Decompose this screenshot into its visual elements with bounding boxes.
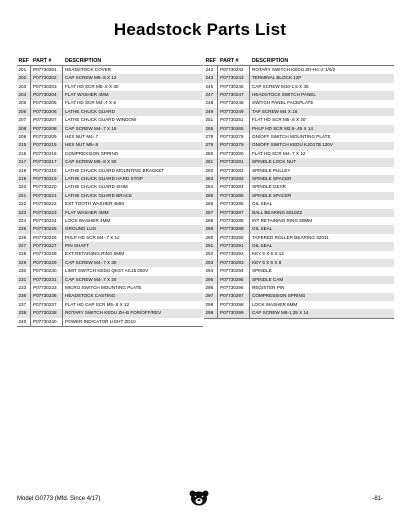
part-number-cell: P07730202: [31, 74, 63, 82]
description-cell: HEX NUT M4-.7: [65, 134, 99, 140]
header-part: PART #: [220, 57, 239, 64]
part-number-cell: P07730207: [31, 116, 63, 124]
part-number-cell: P07730209: [31, 133, 63, 141]
ref-cell: 229: [17, 259, 31, 267]
description-cell: ON/OFF SWITCH MOUNTING PLATE: [252, 134, 331, 140]
ref-cell: 287: [204, 209, 218, 217]
header-ref: REF: [205, 57, 217, 64]
ref-cell: 297: [204, 293, 218, 301]
part-number-cell: P07730208: [31, 125, 63, 133]
ref-cell: 249: [204, 108, 218, 116]
table-row: [204, 125, 394, 133]
part-number-cell: P07730228: [31, 251, 63, 259]
table-header: [17, 56, 203, 65]
part-number-cell: P07730285: [218, 192, 250, 200]
part-number-cell: P07730289: [218, 225, 250, 233]
description-cell: INT RETAINING RING 80MM: [252, 217, 313, 223]
description-cell: MICRO SWITCH MOUNTING PLATE: [65, 285, 142, 291]
ref-cell: 237: [17, 301, 31, 309]
ref-cell: 238: [17, 309, 31, 317]
parts-table-right: [204, 56, 394, 319]
part-number-cell: P07730283: [218, 175, 250, 183]
part-number-cell: P07730278: [218, 133, 250, 141]
ref-cell: 231: [17, 276, 31, 284]
description-cell: SPINDLE SPACER: [252, 175, 292, 181]
table-row: [17, 301, 203, 309]
table-row: [204, 142, 394, 150]
table-row: [204, 74, 394, 82]
description-cell: CAP SCREW M8-1.25 X 14: [252, 310, 309, 316]
part-number-cell: P07730281: [218, 158, 250, 166]
part-number-cell: P07730280: [218, 150, 250, 158]
part-number-cell: P07730215: [31, 142, 63, 150]
description-cell: CAP SCREW M4-.7 X 16: [65, 125, 117, 131]
description-cell: SPINDLE SPACER: [252, 192, 292, 198]
ref-cell: 278: [204, 133, 218, 141]
part-number-cell: P07730299: [218, 309, 250, 317]
part-number-cell: P07730297: [218, 293, 250, 301]
part-number-cell: P07730240: [31, 318, 63, 326]
ref-cell: 223: [17, 209, 31, 217]
table-row: [204, 242, 394, 250]
table-row: [17, 251, 203, 259]
part-number-cell: P07730288: [218, 217, 250, 225]
table-row: [204, 175, 394, 183]
part-number-cell: P07730247: [218, 91, 250, 99]
header-part: PART #: [33, 57, 52, 64]
ref-cell: 209: [17, 133, 31, 141]
description-cell: FLAT HD SCR M4-.7 X 8: [65, 100, 116, 106]
ref-cell: 248: [204, 100, 218, 108]
parts-table-left: [17, 56, 203, 327]
ref-cell: 222: [17, 200, 31, 208]
ref-cell: 298: [204, 301, 218, 309]
part-number-cell: P07730203: [31, 83, 63, 91]
table-row: [204, 158, 394, 166]
ref-cell: 206: [17, 108, 31, 116]
part-number-cell: P07730242: [218, 66, 250, 74]
description-cell: LATHE CHUCK GUARD HARD STOP: [65, 175, 143, 181]
description-cell: REGISTER PIN: [252, 285, 285, 291]
footer-model: Model G0773 (Mfd. Since 4/17): [17, 496, 101, 502]
table-header: [204, 56, 394, 65]
ref-cell: 208: [17, 125, 31, 133]
ref-cell: 243: [204, 74, 218, 82]
table-row: [17, 209, 203, 217]
ref-cell: 265: [204, 125, 218, 133]
table-row: [204, 108, 394, 116]
part-number-cell: P07730229: [31, 259, 63, 267]
table-row: [17, 100, 203, 108]
ref-cell: 291: [204, 242, 218, 250]
description-cell: TERMINAL BLOCK 12P: [252, 75, 302, 81]
ref-cell: 215: [17, 142, 31, 150]
ref-cell: 227: [17, 242, 31, 250]
description-cell: SPINDLE GEAR: [252, 184, 286, 190]
table-row: [204, 183, 394, 191]
description-cell: OIL SEAL: [252, 201, 273, 207]
description-cell: LATHE CHUCK GUARD: [65, 108, 115, 114]
table-row: [17, 66, 203, 74]
ref-cell: 282: [204, 167, 218, 175]
header-ref: REF: [18, 57, 30, 64]
description-cell: BALL BEARING 6010ZZ: [252, 209, 303, 215]
description-cell: FLAT WASHER 4MM: [65, 92, 109, 98]
description-cell: TAPERED ROLLER BEARING 32011: [252, 234, 329, 240]
ref-cell: 221: [17, 192, 31, 200]
table-row: [17, 167, 203, 175]
description-cell: HEADSTOCK SWITCH PANEL: [252, 92, 316, 98]
description-cell: CAP SCREW M4-.7 X 30: [65, 259, 117, 265]
table-row: [17, 91, 203, 99]
description-cell: PHLP HD SCR M4-.7 X 12: [65, 234, 120, 240]
ref-cell: 299: [204, 309, 218, 317]
description-cell: CAP SCREW M10-1.5 X 35: [252, 83, 309, 89]
ref-cell: 228: [17, 251, 31, 259]
table-row: [17, 225, 203, 233]
ref-cell: 202: [17, 74, 31, 82]
table-row: [17, 276, 203, 284]
part-number-cell: P07730238: [31, 309, 63, 317]
description-cell: CAP SCREW M5-.8 X 50: [65, 159, 117, 165]
table-row: [17, 175, 203, 183]
part-number-cell: P07730237: [31, 301, 63, 309]
table-row: [204, 200, 394, 208]
table-row: [17, 318, 203, 326]
part-number-cell: P07730206: [31, 108, 63, 116]
ref-cell: 201: [17, 66, 31, 74]
part-number-cell: P07730226: [31, 234, 63, 242]
description-cell: FLAT HD SCR M5-.8 X 20: [252, 117, 306, 123]
table-row: [17, 284, 203, 292]
table-row: [17, 108, 203, 116]
table-row: [204, 100, 394, 108]
description-cell: KEY 6 X 6 X 8: [252, 259, 282, 265]
part-number-cell: P07730223: [31, 209, 63, 217]
description-cell: POWER INDICATOR LIGHT ZD10: [65, 318, 136, 324]
table-row: [17, 158, 203, 166]
ref-cell: 283: [204, 175, 218, 183]
table-row: [204, 301, 394, 309]
part-number-cell: P07730221: [31, 192, 63, 200]
ref-cell: 217: [17, 158, 31, 166]
part-number-cell: P07730290: [218, 234, 250, 242]
ref-cell: 240: [17, 318, 31, 326]
part-number-cell: P07730218: [31, 167, 63, 175]
table-row: [17, 293, 203, 301]
part-number-cell: P07730224: [31, 217, 63, 225]
ref-cell: 224: [17, 217, 31, 225]
ref-cell: 242: [204, 66, 218, 74]
table-row: [204, 284, 394, 292]
ref-cell: 216: [17, 150, 31, 158]
description-cell: LIMIT SWITCH KEDU QKS7 AC15 250V: [65, 268, 149, 274]
part-number-cell: P07730291: [218, 242, 250, 250]
description-cell: SPINDLE: [252, 268, 272, 274]
part-number-cell: P07730201: [31, 66, 63, 74]
ref-cell: 207: [17, 116, 31, 124]
table-row: [204, 276, 394, 284]
part-number-cell: P07730227: [31, 242, 63, 250]
table-row: [204, 251, 394, 259]
part-number-cell: P07730282: [218, 167, 250, 175]
table-row: [204, 83, 394, 91]
table-row: [204, 167, 394, 175]
page-number: -81-: [372, 496, 383, 502]
table-body-left: [17, 65, 203, 327]
table-row: [204, 259, 394, 267]
part-number-cell: P07730292: [218, 251, 250, 259]
part-number-cell: P07730296: [218, 284, 250, 292]
table-row: [17, 234, 203, 242]
ref-cell: 233: [17, 284, 31, 292]
table-row: [17, 217, 203, 225]
description-cell: HEADSTOCK CASTING: [65, 293, 116, 299]
description-cell: LATHE CHUCK GUARD WINDOW: [65, 117, 137, 123]
description-cell: ON/OFF SWITCH KEDU KJD17B 120V: [252, 142, 333, 148]
ref-cell: 225: [17, 225, 31, 233]
part-number-cell: P07730279: [218, 142, 250, 150]
part-number-cell: P07730265: [218, 125, 250, 133]
table-row: [17, 183, 203, 191]
description-cell: PHLP HD SCR M2.5-.45 X 14: [252, 125, 313, 131]
description-cell: COMPRESSION SPRING: [252, 293, 306, 299]
part-number-cell: P07730243: [218, 74, 250, 82]
description-cell: EXT RETAINING RING 8MM: [65, 251, 125, 257]
description-cell: FLAT HD SCR M4-.7 X 12: [252, 150, 306, 156]
table-row: [204, 234, 394, 242]
ref-cell: 204: [17, 91, 31, 99]
description-cell: SPINDLE LOCK NUT: [252, 159, 297, 165]
part-number-cell: P07730248: [218, 100, 250, 108]
description-cell: FLAT WASHER 4MM: [65, 209, 109, 215]
ref-cell: 292: [204, 251, 218, 259]
part-number-cell: P07730293: [218, 259, 250, 267]
part-number-cell: P07730286: [218, 200, 250, 208]
ref-cell: 251: [204, 116, 218, 124]
ref-cell: 288: [204, 217, 218, 225]
ref-cell: 293: [204, 259, 218, 267]
ref-cell: 219: [17, 175, 31, 183]
ref-cell: 281: [204, 158, 218, 166]
table-body-right: [204, 65, 394, 319]
description-cell: HEADSTOCK COVER: [65, 66, 112, 72]
part-number-cell: P07730217: [31, 158, 63, 166]
part-number-cell: P07730295: [218, 276, 250, 284]
bear-head-logo-icon: [188, 490, 210, 506]
ref-cell: 236: [17, 293, 31, 301]
part-number-cell: P07730219: [31, 175, 63, 183]
ref-cell: 284: [204, 183, 218, 191]
table-row: [204, 225, 394, 233]
ref-cell: 245: [204, 83, 218, 91]
part-number-cell: P07730284: [218, 183, 250, 191]
description-cell: COMPRESSION SPRING: [65, 150, 119, 156]
ref-cell: 226: [17, 234, 31, 242]
description-cell: SPINDLE PULLEY: [252, 167, 291, 173]
table-row: [204, 150, 394, 158]
description-cell: LOCK WASHER 8MM: [252, 301, 298, 307]
description-cell: LOCK WASHER 4MM: [65, 217, 111, 223]
part-number-cell: P07730251: [218, 116, 250, 124]
table-row: [17, 142, 203, 150]
table-row: [204, 293, 394, 301]
ref-cell: 203: [17, 83, 31, 91]
part-number-cell: P07730245: [218, 83, 250, 91]
table-row: [17, 267, 203, 275]
part-number-cell: P07730298: [218, 301, 250, 309]
description-cell: FLAT HD SCR M5-.8 X 30: [65, 83, 119, 89]
description-cell: CAP SCREW M4-.7 X 20: [65, 276, 117, 282]
table-row: [204, 91, 394, 99]
description-cell: EXT TOOTH WASHER 4MM: [65, 201, 124, 207]
part-number-cell: P07730230: [31, 267, 63, 275]
table-row: [204, 209, 394, 217]
table-row: [204, 309, 394, 317]
table-row: [17, 116, 203, 124]
description-cell: LATHE CHUCK GUARD SHIM: [65, 184, 128, 190]
description-cell: OIL SEAL: [252, 226, 273, 232]
description-cell: PIN SHAFT: [65, 243, 89, 249]
description-cell: CAP SCREW M5-.8 X 12: [65, 75, 117, 81]
part-number-cell: P07730222: [31, 200, 63, 208]
table-row: [17, 150, 203, 158]
table-row: [17, 242, 203, 250]
ref-cell: 205: [17, 100, 31, 108]
ref-cell: 230: [17, 267, 31, 275]
description-cell: ROTARY SWITCH KEDU ZH-B FOR/OFF/REV: [65, 310, 162, 316]
part-number-cell: P07730236: [31, 293, 63, 301]
ref-cell: 285: [204, 192, 218, 200]
table-row: [204, 267, 394, 275]
table-row: [17, 200, 203, 208]
header-description: DESCRIPTION: [252, 57, 289, 64]
part-number-cell: P07730287: [218, 209, 250, 217]
part-number-cell: P07730205: [31, 100, 63, 108]
description-cell: TAP SCREW M4 X 16: [252, 108, 298, 114]
table-row: [204, 217, 394, 225]
table-row: [17, 259, 203, 267]
table-row: [17, 192, 203, 200]
table-row: [17, 125, 203, 133]
ref-cell: 289: [204, 225, 218, 233]
table-row: [204, 133, 394, 141]
table-row: [204, 116, 394, 124]
ref-cell: 247: [204, 91, 218, 99]
table-row: [17, 133, 203, 141]
description-cell: KEY 6 X 6 X 12: [252, 251, 284, 257]
table-row: [17, 83, 203, 91]
table-row: [204, 192, 394, 200]
part-number-cell: P07730204: [31, 91, 63, 99]
description-cell: SWITCH PANEL FACEPLATE: [252, 100, 314, 106]
ref-cell: 295: [204, 276, 218, 284]
table-row: [204, 66, 394, 74]
ref-cell: 290: [204, 234, 218, 242]
description-cell: GROUND LUG: [65, 226, 97, 232]
part-number-cell: P07730216: [31, 150, 63, 158]
description-cell: SPINDLE CAM: [252, 276, 284, 282]
ref-cell: 280: [204, 150, 218, 158]
part-number-cell: P07730294: [218, 267, 250, 275]
description-cell: HEX NUT M5-.8: [65, 142, 99, 148]
part-number-cell: P07730220: [31, 183, 63, 191]
description-cell: LATHE CHUCK GUARD BRACE: [65, 192, 133, 198]
part-number-cell: P07730231: [31, 276, 63, 284]
description-cell: LATHE CHUCK GUARD MOUNTING BRACKET: [65, 167, 165, 173]
description-cell: ROTARY SWITCH KEDU ZH-HC-2 1/0/2: [252, 66, 336, 72]
ref-cell: 279: [204, 142, 218, 150]
ref-cell: 294: [204, 267, 218, 275]
part-number-cell: P07730249: [218, 108, 250, 116]
description-cell: OIL SEAL: [252, 243, 273, 249]
ref-cell: 218: [17, 167, 31, 175]
ref-cell: 286: [204, 200, 218, 208]
ref-cell: 296: [204, 284, 218, 292]
page-title: Headstock Parts List: [113, 20, 287, 39]
part-number-cell: P07730233: [31, 284, 63, 292]
table-row: [17, 74, 203, 82]
part-number-cell: P07730225: [31, 225, 63, 233]
ref-cell: 220: [17, 183, 31, 191]
description-cell: FLAT HD CAP SCR M5-.8 X 12: [65, 301, 130, 307]
table-row: [17, 309, 203, 317]
header-description: DESCRIPTION: [65, 57, 102, 64]
